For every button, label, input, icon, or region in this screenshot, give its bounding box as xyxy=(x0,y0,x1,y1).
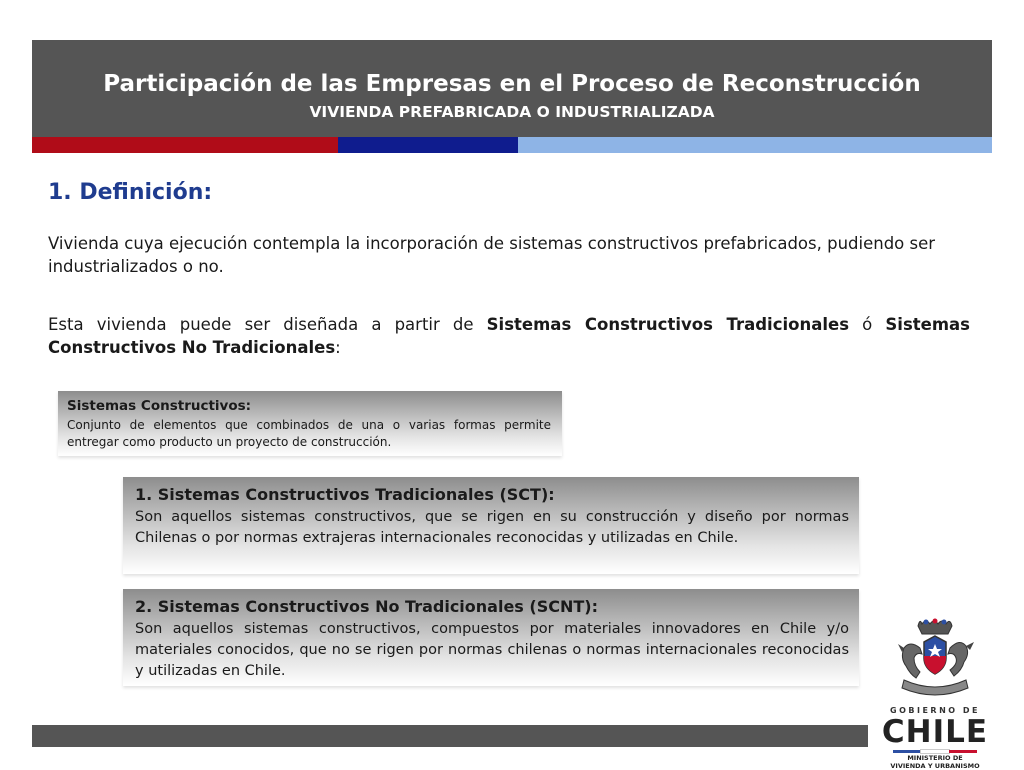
scnt-box xyxy=(123,589,859,686)
logo-ministerio-line: VIVIENDA Y URBANISMO xyxy=(880,763,990,770)
definition-paragraph: Vivienda cuya ejecución contempla la incorporación de sistemas constructivos prefabricados, pudiendo ser industrializados o no. xyxy=(48,232,970,278)
blue-stripe xyxy=(338,137,518,153)
coat-of-arms-icon xyxy=(890,618,980,704)
bold-term-non-traditional: Sistemas Constructivos No Tradicionales xyxy=(48,315,970,357)
sct-box-text: Son aquellos sistemas constructivos, que se rigen en su construcción y diseño por normas Chilenas o por normas extrajeras internacionales reconocidas y utilizadas en Chile. xyxy=(135,507,849,549)
scnt-box-text: Son aquellos sistemas constructivos, compuestos por materiales innovadores en Chile y/o materiales conocidos, que no se rigen por normas chilenas o normas internacionales reconocidas y utilizadas en Chile. xyxy=(135,619,849,682)
footer-bar xyxy=(32,725,868,747)
red-stripe xyxy=(32,137,338,153)
logo-chile-text: CHILE xyxy=(880,715,990,749)
slide-title: Participación de las Empresas en el Proceso de Reconstrucción xyxy=(32,70,992,98)
header-bar xyxy=(32,40,992,137)
slide-subtitle: VIVIENDA PREFABRICADA O INDUSTRIALIZADA xyxy=(32,102,992,122)
section-heading: 1. Definición: xyxy=(48,180,212,205)
systems-paragraph xyxy=(48,313,970,359)
government-logo xyxy=(880,618,990,768)
sct-box-title: 1. Sistemas Constructivos Tradicionales (SCT): xyxy=(135,485,555,504)
definition-box-title: Sistemas Constructivos: xyxy=(67,398,251,414)
paragraph-text: Esta vivienda puede ser diseñada a partir de xyxy=(48,315,487,334)
logo-flag-line xyxy=(893,750,977,753)
scnt-box-title: 2. Sistemas Constructivos No Tradicionales (SCNT): xyxy=(135,597,598,616)
paragraph-text: : xyxy=(335,338,341,357)
logo-gobierno-text: GOBIERNO DE xyxy=(880,706,990,715)
sct-box xyxy=(123,477,859,574)
logo-ministerio-line: MINISTERIO DE xyxy=(880,755,990,763)
definition-box-text: Conjunto de elementos que combinados de una o varias formas permite entregar como producto un proyecto de construcción. xyxy=(67,417,551,451)
definition-box xyxy=(58,391,562,456)
light-blue-stripe xyxy=(518,137,992,153)
paragraph-text: ó xyxy=(849,315,885,334)
bold-term-traditional: Sistemas Constructivos Tradicionales xyxy=(487,315,849,334)
